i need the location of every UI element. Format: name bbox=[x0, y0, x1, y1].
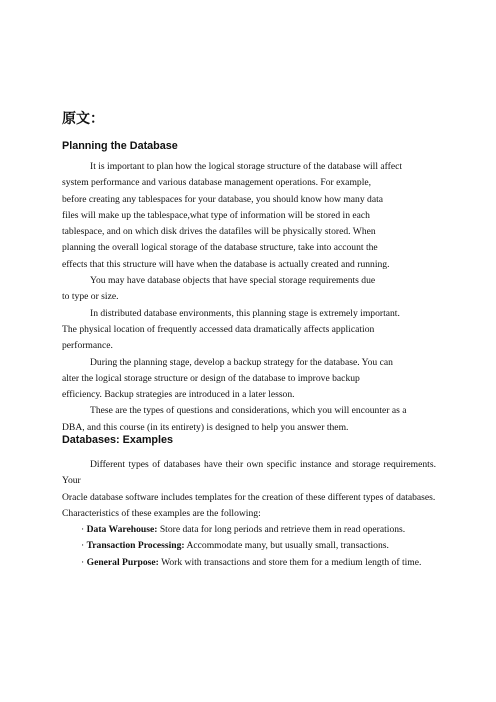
cn-heading: 原文： bbox=[62, 111, 104, 127]
bullet-icon: · bbox=[81, 524, 85, 536]
text-line: performance. bbox=[62, 340, 113, 352]
text-line: The physical location of frequently accessed data dramatically affects application bbox=[62, 323, 375, 335]
list-item bbox=[62, 538, 436, 554]
paragraph bbox=[62, 355, 436, 404]
text-line: tablespace, and on which disk drives the datafiles will be physically stored. When bbox=[62, 226, 376, 238]
text-line: Oracle database software includes templates for the creation of these different types of bbox=[62, 491, 394, 503]
section-body-examples bbox=[62, 457, 436, 571]
paragraph bbox=[62, 159, 436, 273]
list-term: Transaction Processing: bbox=[86, 540, 185, 552]
list-item bbox=[62, 522, 436, 538]
section-title-examples: Databases: Examples bbox=[62, 434, 174, 446]
list-text: Work with transactions and store them for a medium length of time. bbox=[161, 556, 422, 568]
text-line: These are the types of questions and considerations, which you will encounter as a bbox=[90, 405, 407, 417]
text-line: databases. bbox=[396, 491, 436, 503]
text-line: requirements. Your bbox=[62, 459, 436, 487]
paragraph bbox=[62, 490, 436, 506]
bullet-icon: · bbox=[81, 540, 85, 552]
paragraph bbox=[62, 403, 436, 436]
text-line: In distributed database environments, this planning stage is extremely important. bbox=[90, 307, 400, 319]
text-line: Different types of databases have their own specific instance and storage bbox=[90, 459, 380, 470]
section-body-planning bbox=[62, 159, 436, 436]
text-line: You may have database objects that have special storage requirements due bbox=[90, 275, 376, 287]
text-line: to type or size. bbox=[62, 291, 119, 303]
text-line: files will make up the tablespace,what type of information will be stored in each bbox=[62, 209, 370, 221]
text-line: It is important to plan how the logical storage structure of the database will affect bbox=[90, 161, 403, 172]
text-line: system performance and various database management operations. For example, bbox=[62, 177, 372, 189]
paragraph bbox=[62, 506, 436, 522]
text-line: During the planning stage, develop a backup strategy for the database. You can bbox=[90, 356, 393, 368]
text-line: Characteristics of these examples are the following: bbox=[62, 507, 261, 519]
list-text: Store data for long periods and retrieve them in read operations. bbox=[159, 524, 406, 536]
list-term: General Purpose: bbox=[86, 556, 159, 568]
text-line: before creating any tablespaces for your database, you should know how many data bbox=[62, 193, 384, 205]
text-line: alter the logical storage structure or design of the database to improve backup bbox=[62, 372, 360, 384]
text-line: DBA, and this course (in its entirety) is designed to help you answer them. bbox=[62, 421, 349, 433]
paragraph bbox=[62, 457, 436, 490]
list-item bbox=[62, 555, 436, 571]
paragraph bbox=[62, 273, 436, 306]
section-title-planning: Planning the Database bbox=[62, 140, 178, 152]
paragraph bbox=[62, 306, 436, 355]
text-line: effects that this structure will have when the database is actually created and running. bbox=[62, 258, 390, 270]
list-text: Accommodate many, but usually small, transactions. bbox=[186, 540, 389, 552]
text-line: planning the overall logical storage of the database structure, take into account the bbox=[62, 242, 378, 254]
list-term: Data Warehouse: bbox=[86, 524, 158, 536]
bullet-icon: · bbox=[81, 556, 85, 568]
text-line: efficiency. Backup strategies are introduced in a later lesson. bbox=[62, 389, 295, 401]
